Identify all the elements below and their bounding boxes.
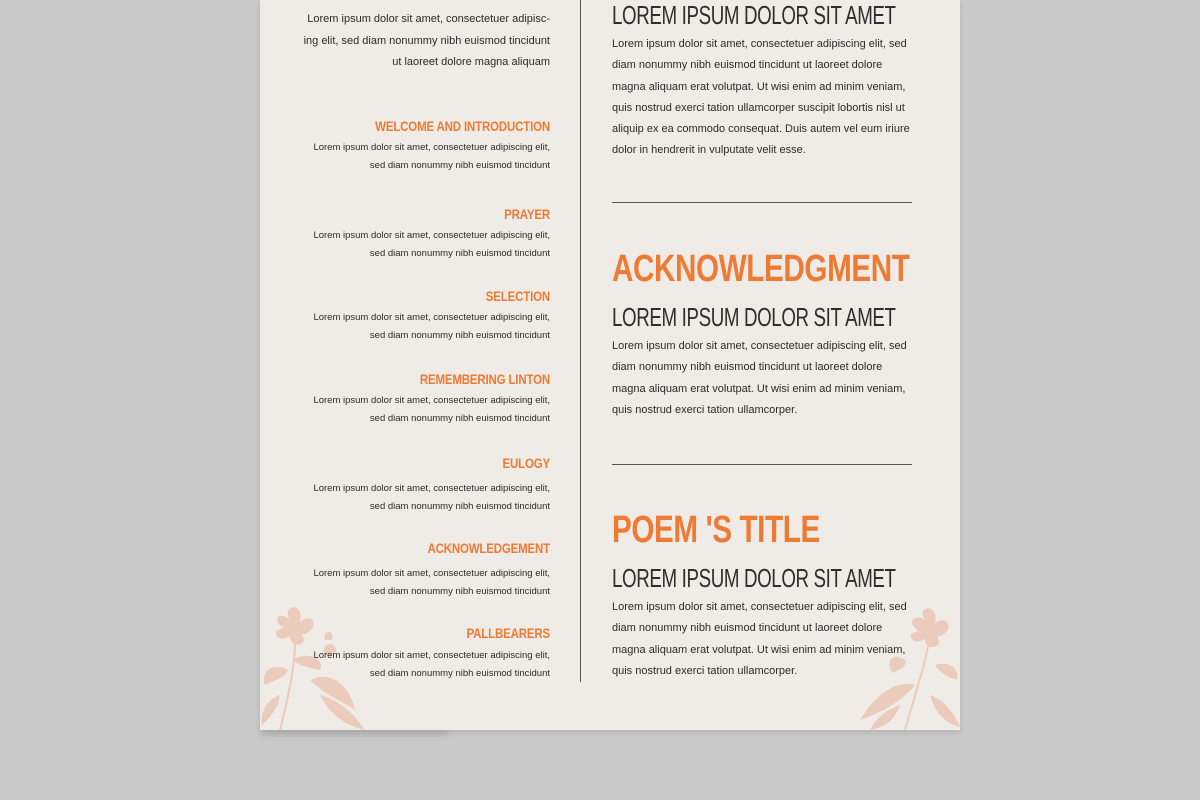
section-body bbox=[612, 597, 912, 682]
body-line: Lorem ipsum dolor sit amet, consectetuer adipiscing elit, sed bbox=[612, 38, 907, 50]
program-item-description bbox=[290, 139, 550, 175]
section-heading: POEM 'S TITLE bbox=[612, 509, 820, 551]
body-line: dolor in hendrerit in vulputate velit esse. bbox=[612, 144, 806, 157]
body-line: diam nonummy nibh euismod tincidunt ut laoreet dolore bbox=[612, 59, 883, 72]
column-divider bbox=[580, 0, 581, 682]
program-item-title: PALLBEARERS bbox=[466, 625, 550, 641]
program-item-title: ACKNOWLEDGEMENT bbox=[427, 540, 550, 556]
program-item-title: REMEMBERING LINTON bbox=[419, 371, 550, 387]
body-line: diam nonummy nibh euismod tincidunt ut laoreet dolore bbox=[612, 622, 883, 635]
program-item-pallbearers bbox=[290, 624, 550, 683]
description-line: sed diam nonummy nibh euismod tincidunt bbox=[369, 248, 550, 259]
description-line: sed diam nonummy nibh euismod tincidunt bbox=[369, 586, 550, 597]
program-item-welcome bbox=[290, 117, 550, 175]
section-acknowledgment bbox=[612, 249, 912, 421]
section-poem bbox=[612, 510, 912, 682]
section-main bbox=[612, 0, 912, 162]
description-line: sed diam nonummy nibh euismod tincidunt bbox=[369, 413, 550, 424]
program-item-prayer bbox=[290, 205, 550, 263]
description-line: sed diam nonummy nibh euismod tincidunt bbox=[369, 330, 550, 341]
section-divider bbox=[612, 464, 912, 465]
body-line: Lorem ipsum dolor sit amet, consectetuer adipiscing elit, sed bbox=[612, 601, 907, 613]
body-line: aliquip ex ea commodo consequat. Duis autem vel eum iriure bbox=[612, 123, 910, 136]
program-item-selection bbox=[290, 287, 550, 345]
section-subheading: LOREM IPSUM DOLOR SIT AMET bbox=[612, 302, 896, 332]
intro-line: Lorem ipsum dolor sit amet, consectetuer adipisc- bbox=[307, 13, 550, 25]
program-item-eulogy bbox=[290, 454, 550, 516]
body-line: quis nostrud exerci tation ullamcorper suscipit lobortis nisl ut bbox=[612, 101, 905, 114]
section-subheading: LOREM IPSUM DOLOR SIT AMET bbox=[612, 563, 896, 593]
program-item-description bbox=[290, 647, 550, 683]
program-item-remembering bbox=[290, 370, 550, 428]
program-item-description bbox=[290, 480, 550, 516]
description-line: sed diam nonummy nibh euismod tincidunt bbox=[369, 668, 550, 679]
body-line: Lorem ipsum dolor sit amet, consectetuer adipiscing elit, sed bbox=[612, 340, 907, 352]
program-item-description bbox=[290, 565, 550, 601]
description-line: Lorem ipsum dolor sit amet, consectetuer adipiscing elit, bbox=[313, 483, 550, 494]
program-item-acknowledgement bbox=[290, 539, 550, 601]
body-line: magna aliquam erat volutpat. Ut wisi enim ad minim veniam, bbox=[612, 643, 906, 656]
body-line: diam nonummy nibh euismod tincidunt ut laoreet dolore bbox=[612, 361, 883, 374]
description-line: sed diam nonummy nibh euismod tincidunt bbox=[369, 501, 550, 512]
description-line: Lorem ipsum dolor sit amet, consectetuer adipiscing elit, bbox=[313, 230, 550, 241]
description-line: Lorem ipsum dolor sit amet, consectetuer adipiscing elit, bbox=[313, 312, 550, 323]
body-line: magna aliquam erat volutpat. Ut wisi enim ad minim veniam, bbox=[612, 382, 906, 395]
description-line: Lorem ipsum dolor sit amet, consectetuer adipiscing elit, bbox=[313, 650, 550, 661]
program-item-description bbox=[290, 309, 550, 345]
description-line: Lorem ipsum dolor sit amet, consectetuer adipiscing elit, bbox=[313, 395, 550, 406]
body-line: quis nostrud exerci tation ullamcorper. bbox=[612, 664, 798, 677]
program-item-description bbox=[290, 227, 550, 263]
section-body bbox=[612, 34, 912, 162]
section-subheading: LOREM IPSUM DOLOR SIT AMET bbox=[612, 0, 896, 30]
intro-line: ut laoreet dolore magna aliquam bbox=[392, 56, 550, 68]
description-line: Lorem ipsum dolor sit amet, consectetuer adipiscing elit, bbox=[313, 568, 550, 579]
description-line: Lorem ipsum dolor sit amet, consectetuer adipiscing elit, bbox=[313, 142, 550, 153]
section-heading: ACKNOWLEDGMENT bbox=[612, 248, 910, 290]
program-item-title: PRAYER bbox=[504, 206, 550, 222]
description-line: sed diam nonummy nibh euismod tincidunt bbox=[369, 160, 550, 171]
program-item-title: SELECTION bbox=[485, 288, 550, 304]
intro-text bbox=[280, 9, 550, 74]
program-item-description bbox=[290, 392, 550, 428]
intro-line: ing elit, sed diam nonummy nibh euismod tincidunt bbox=[303, 34, 550, 47]
body-line: magna aliquam erat volutpat. Ut wisi enim ad minim veniam, bbox=[612, 80, 906, 93]
section-divider bbox=[612, 202, 912, 203]
body-line: quis nostrud exerci tation ullamcorper. bbox=[612, 403, 798, 416]
program-page bbox=[260, 0, 960, 730]
section-body bbox=[612, 336, 912, 421]
program-item-title: EULOGY bbox=[502, 455, 550, 471]
program-item-title: WELCOME AND INTRODUCTION bbox=[375, 118, 550, 134]
